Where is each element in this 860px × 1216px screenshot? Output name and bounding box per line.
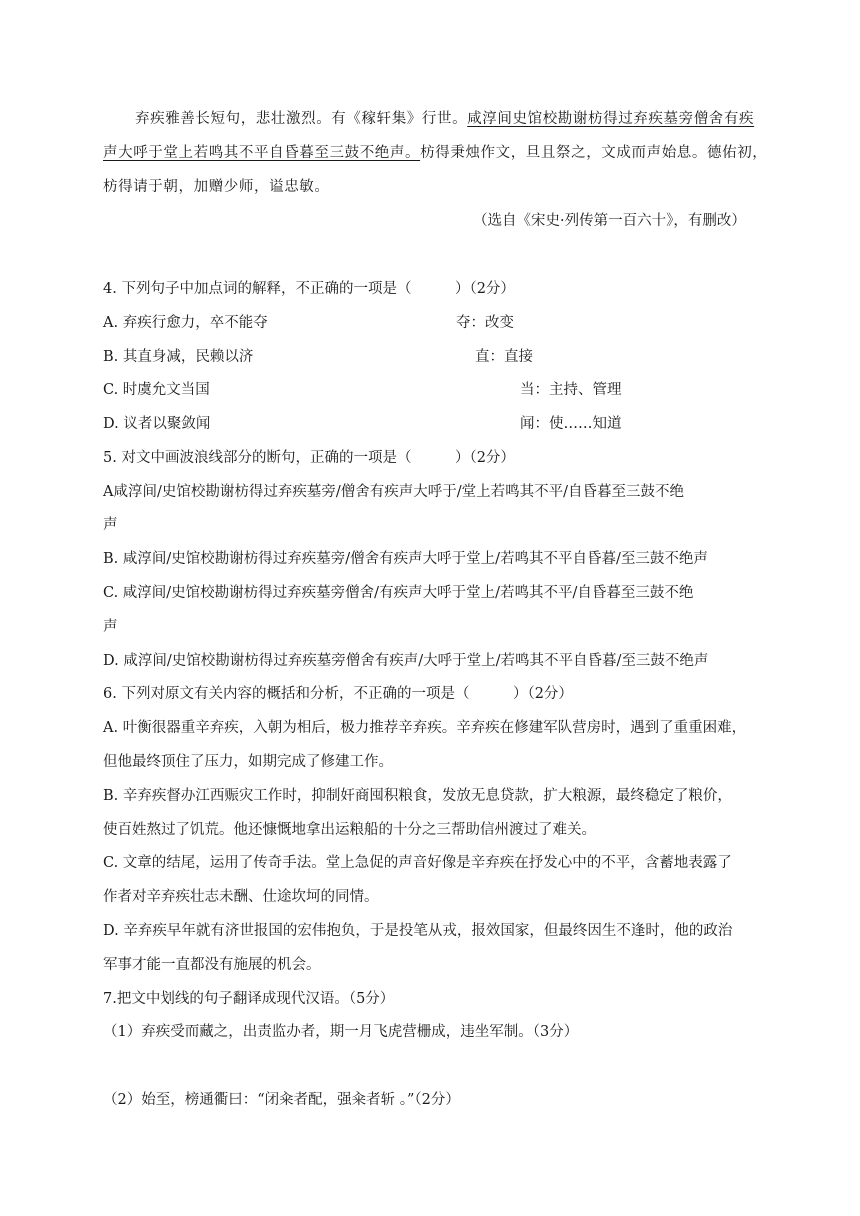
passage-line-2 (103, 143, 767, 163)
q5-option-c-line1: C. 咸淳间/史馆校勘谢枋得过弃疾墓旁僧舍/有疾声大呼于堂上/若鸣其不平/自昏暮至三鼓不绝 (103, 585, 694, 601)
passage-text: 枋得请于朝，加赠少师，谥忠敏。 (103, 179, 330, 195)
q6-option-a-line1: A. 叶衡很器重辛弃疾，入朝为相后，极力推荐辛弃疾。辛弃疾在修建军队营房时，遇到了重重困难， (103, 720, 747, 736)
q6-option-b-line2: 使百姓熬过了饥荒。他还慷慨地拿出运粮船的十分之三帮助信州渡过了难关。 (103, 822, 596, 838)
q6-option-a-line2: 但他最终顶住了压力，如期完成了修建工作。 (103, 754, 393, 770)
q4-option-d-gloss: 闻：使……知道 (520, 416, 622, 432)
passage-source: （选自《宋史·列传第一百六十》，有删改） (473, 213, 746, 229)
q5-option-a-line2: 声 (103, 517, 118, 533)
passage-text: 弃疾雅善长短句，悲壮激烈。有《稼轩集》行世。 (135, 111, 468, 127)
q4-option-b-gloss: 直：直接 (475, 349, 533, 365)
q6-option-b-line1: B. 辛弃疾督办江西赈灾工作时，抑制奸商囤积粮食，发放无息贷款，扩大粮源，最终稳定了粮价， (103, 788, 732, 804)
q5-option-b: B. 咸淳间/史馆校勘谢枋得过弃疾墓旁/僧舍有疾声大呼于堂上/若鸣其不平自昏暮/至三鼓不绝声 (103, 551, 708, 567)
q6-option-c-line2: 作者对辛弃疾壮志未酬、仕途坎坷的同情。 (103, 889, 379, 905)
q7-stem: 7.把文中划线的句子翻译成现代汉语。（5分） (103, 991, 395, 1007)
q6-stem: 6. 下列对原文有关内容的概括和分析，不正确的一项是（ ）（2分） (103, 686, 573, 702)
q7-sentence-2: （2）始至，榜通衢曰：“闭籴者配，强籴者斩 。”（2分） (103, 1092, 460, 1108)
q4-option-d: D. 议者以聚敛闻 (103, 416, 211, 432)
q4-option-a-gloss: 夺：改变 (456, 315, 514, 331)
q4-option-b: B. 其直身减，民赖以济 (103, 349, 254, 365)
q5-stem: 5. 对文中画波浪线部分的断句，正确的一项是（ ）（2分） (103, 450, 515, 466)
passage-line-1 (135, 109, 754, 129)
q4-option-a: A. 弃疾行愈力，卒不能夺 (103, 315, 268, 331)
q6-option-d-line2: 军事才能一直都没有施展的机会。 (103, 957, 321, 973)
passage-line-3 (103, 177, 330, 197)
q5-option-a-line1: A咸淳间/史馆校勘谢枋得过弃疾墓旁/僧舍有疾声大呼于/堂上若鸣其不平/自昏暮至三鼓不绝 (103, 484, 685, 500)
passage-text: 枋得秉烛作文，旦且祭之，文成而声始息。德佑初， (420, 145, 768, 161)
q4-option-c-gloss: 当：主持、管理 (520, 382, 622, 398)
q5-option-c-line2: 声 (103, 619, 118, 635)
q7-sentence-1: （1）弃疾受而藏之，出责监办者，期一月飞虎营栅成，违坐军制。（3分） (103, 1024, 579, 1040)
q6-option-c-line1: C. 文章的结尾，运用了传奇手法。堂上急促的声音好像是辛弃疾在抒发心中的不平，含蓄地表露了 (103, 855, 732, 871)
q5-option-d: D. 咸淳间/史馆校勘谢枋得过弃疾墓旁僧舍有疾声/大呼于堂上/若鸣其不平自昏暮/至三鼓不绝声 (103, 653, 709, 669)
underlined-sentence: 咸淳间史馆校勘谢枋得过弃疾墓旁僧舍有疾 (467, 111, 755, 127)
underlined-sentence: 声大呼于堂上若鸣其不平自昏暮至三鼓不绝声。 (103, 145, 421, 161)
q6-option-d-line1: D. 辛弃疾早年就有济世报国的宏伟抱负，于是投笔从戎，报效国家，但最终因生不逢时，他的政治 (103, 923, 733, 939)
q4-stem: 4. 下列句子中加点词的解释，不正确的一项是（ ）（2分） (103, 281, 515, 297)
q4-option-c: C. 时虞允文当国 (103, 382, 210, 398)
